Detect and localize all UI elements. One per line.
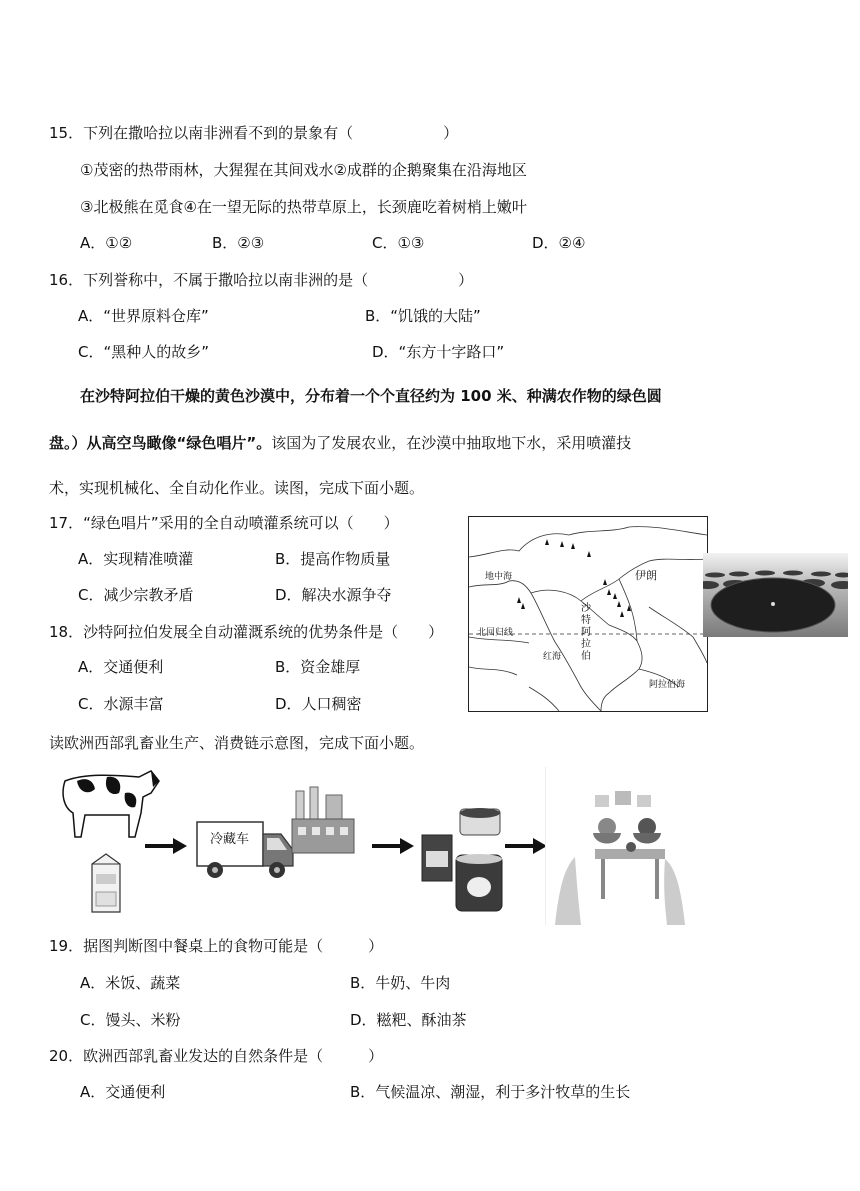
arrow-icon — [505, 837, 547, 855]
q19-option-d: D．糍粑、酥油茶 — [350, 1011, 467, 1029]
q18-option-b: B．资金雄厚 — [275, 658, 361, 676]
q17-option-b: B．提高作物质量 — [275, 550, 391, 568]
label-arabian-sea: 阿拉伯海 — [649, 680, 686, 690]
q17-stem: 17．“绿色唱片”采用的全自动喷灌系统可以（ ） — [49, 514, 399, 532]
label-saudi: 沙特阿拉伯 — [581, 603, 591, 662]
middle-east-map — [468, 516, 708, 712]
q17-option-d: D．解决水源争夺 — [275, 586, 392, 604]
q20-option-b: B．气候温凉、潮湿，利于多汁牧草的生长 — [350, 1083, 631, 1101]
label-iran: 伊朗 — [635, 569, 657, 582]
q15-line2: ③北极熊在觅食④在一望无际的热带草原上，长颈鹿吃着树梢上嫩叶 — [80, 198, 527, 216]
intro-line2-bold: 盘。）从高空鸟瞰像“绿色唱片”。 — [49, 434, 272, 452]
q19-stem: 19．据图判断图中餐桌上的食物可能是（ ） — [49, 937, 384, 955]
q16-option-b: B．“饥饿的大陆” — [365, 307, 481, 325]
q16-stem: 16．下列誉称中，不属于撒哈拉以南非洲的是（ ） — [49, 271, 474, 289]
q18-option-d: D．人口稠密 — [275, 695, 362, 713]
intro-line3: 术，实现机械化、全自动化作业。读图，完成下面小题。 — [49, 479, 425, 497]
q18-stem: 18．沙特阿拉伯发展全自动灌溉系统的优势条件是（ ） — [49, 623, 444, 641]
q19-option-b: B．牛奶、牛肉 — [350, 974, 451, 992]
label-tropic: 北回归线 — [477, 628, 514, 638]
q19-option-c: C．馒头、米粉 — [80, 1011, 181, 1029]
q20-stem: 20．欧洲西部乳畜业发达的自然条件是（ ） — [49, 1047, 384, 1065]
q20-option-a: A．交通便利 — [80, 1083, 166, 1101]
q18-option-a: A．交通便利 — [78, 658, 164, 676]
q17-option-c: C．减少宗教矛盾 — [78, 586, 194, 604]
aerial-fields-image — [703, 553, 848, 637]
q15-option-a: A．①② — [80, 234, 133, 252]
q16-option-c: C．“黑种人的故乡” — [78, 343, 210, 361]
dairy-products-icon — [418, 805, 508, 913]
q17-option-a: A．实现精准喷灌 — [78, 550, 194, 568]
q15-option-b: B．②③ — [212, 234, 265, 252]
milk-carton-icon — [86, 852, 126, 914]
q15-line1: ①茂密的热带雨林，大猩猩在其间戏水②成群的企鹅聚集在沿海地区 — [80, 161, 527, 179]
green-record-photo — [703, 553, 848, 637]
dining-table-illustration — [545, 767, 705, 925]
truck-label: 冷藏车 — [210, 832, 250, 847]
q16-option-a: A．“世界原料仓库” — [78, 307, 209, 325]
arrow-icon — [145, 837, 187, 855]
cow-icon — [55, 763, 160, 838]
q15-stem: 15．下列在撒哈拉以南非洲看不到的景象有（ ） — [49, 124, 459, 142]
intro-line1: 在沙特阿拉伯干燥的黄色沙漠中，分布着一个个直径约为 100 米、种满农作物的绿色圆 — [80, 387, 662, 405]
q16-option-d: D．“东方十字路口” — [372, 343, 505, 361]
q15-option-d: D．②④ — [532, 234, 586, 252]
factory-icon — [290, 785, 362, 855]
intro-line2-rest: 该国为了发展农业，在沙漠中抽取地下水，采用喷灌技 — [271, 434, 632, 452]
arrow-icon — [372, 837, 414, 855]
field-markers — [517, 539, 631, 617]
intro-line2 — [49, 433, 631, 453]
q19-option-a: A．米饭、蔬菜 — [80, 974, 181, 992]
q18-option-c: C．水源丰富 — [78, 695, 164, 713]
dairy-intro: 读欧洲西部乳畜业生产、消费链示意图，完成下面小题。 — [49, 734, 425, 752]
label-red-sea: 红海 — [543, 652, 562, 662]
label-mediterranean: 地中海 — [485, 572, 513, 582]
q15-option-c: C．①③ — [372, 234, 425, 252]
